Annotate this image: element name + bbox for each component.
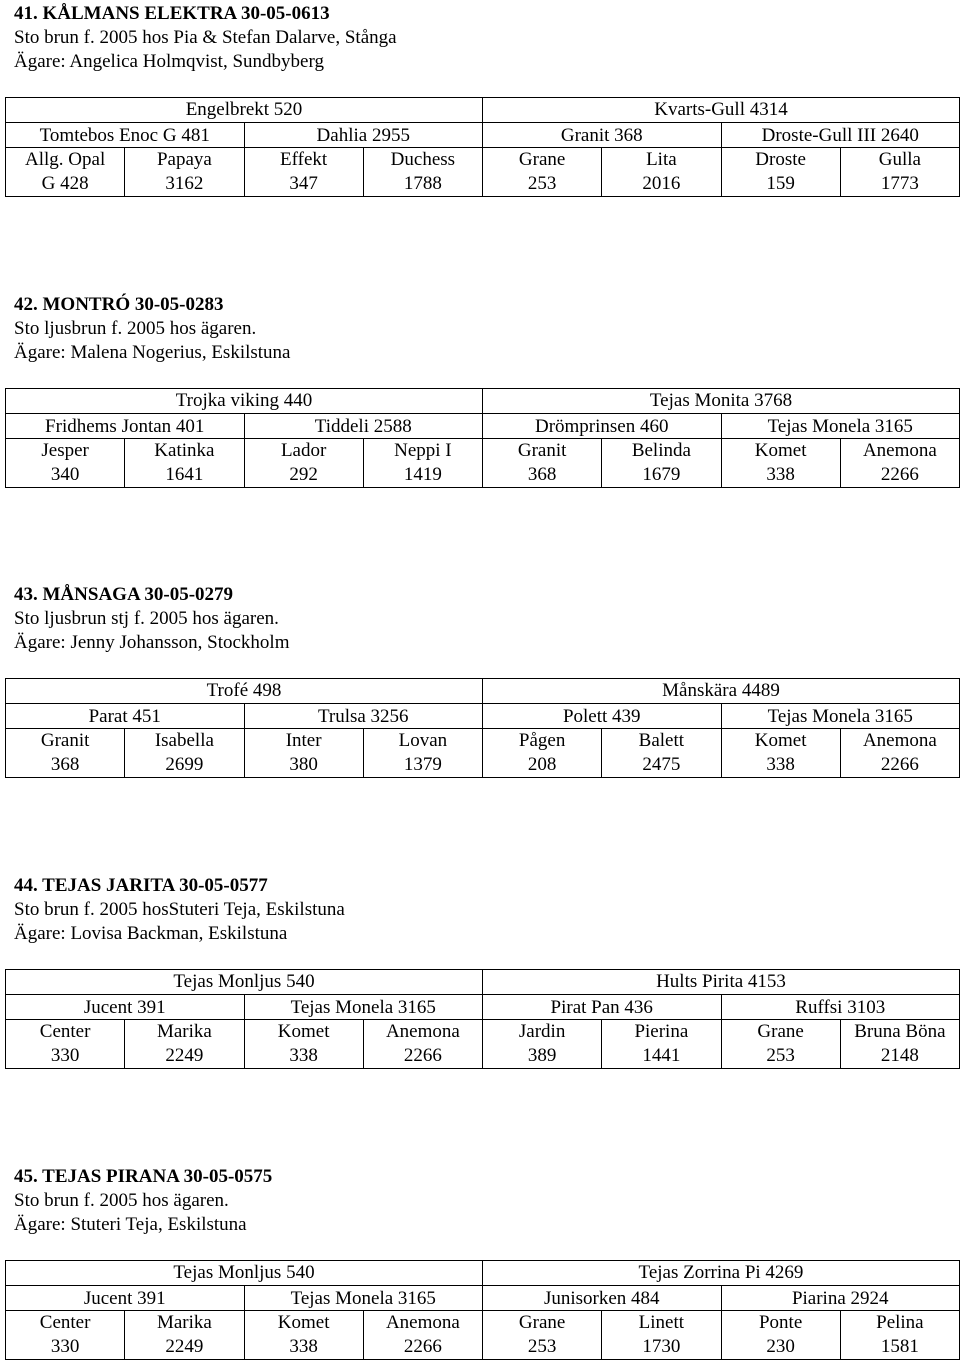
ancestor-number: 208 — [527, 754, 557, 775]
ancestor-number: 1679 — [642, 464, 681, 485]
great-grandparent-cell — [6, 729, 125, 778]
great-grandparent-cell — [721, 1020, 840, 1069]
sire-cell: Tejas Monljus 540 — [6, 1261, 483, 1286]
horse-header — [14, 874, 345, 946]
ancestor-name: Center — [39, 1021, 91, 1042]
ancestor-name: Allg. Opal — [25, 149, 106, 170]
grandparent-cell: Fridhems Jontan 401 — [6, 414, 245, 439]
ancestor-name: Komet — [277, 1312, 330, 1333]
grandparent-cell: Drömprinsen 460 — [483, 414, 722, 439]
ancestor-number: 2249 — [165, 1045, 204, 1066]
great-grandparent-cell — [721, 439, 840, 488]
great-grandparent-cell — [483, 729, 602, 778]
ancestor-name: Pierina — [634, 1021, 689, 1042]
dam-cell: Tejas Zorrina Pi 4269 — [483, 1261, 960, 1286]
horse-owner: Ägare: Jenny Johansson, Stockholm — [14, 632, 290, 653]
great-grandparent-cell — [483, 1020, 602, 1069]
grandparent-cell: Polett 439 — [483, 704, 722, 729]
ancestor-number: 1419 — [403, 464, 442, 485]
ancestor-name: Duchess — [390, 149, 456, 170]
grandparent-cell: Dahlia 2955 — [244, 123, 483, 148]
great-grandparent-cell — [125, 1020, 244, 1069]
grandparent-cell: Granit 368 — [483, 123, 722, 148]
ancestor-number: 380 — [289, 754, 318, 775]
great-grandparent-cell — [363, 439, 482, 488]
ancestor-number: 2249 — [165, 1336, 204, 1357]
great-grandparent-cell — [602, 148, 721, 197]
ancestor-name: Granit — [517, 440, 567, 461]
ancestor-number: 2699 — [165, 754, 204, 775]
ancestor-name: Pelina — [876, 1312, 924, 1333]
grandparent-cell: Droste-Gull III 2640 — [721, 123, 960, 148]
ancestor-name: Komet — [754, 730, 807, 751]
horse-title: 41. KÅLMANS ELEKTRA 30-05-0613 — [14, 3, 330, 24]
ancestor-number: 2016 — [642, 173, 681, 194]
ancestor-name: Gulla — [878, 149, 921, 170]
ancestor-number: 338 — [766, 464, 795, 485]
ancestor-name: Droste — [755, 149, 806, 170]
great-grandparent-cell — [125, 439, 244, 488]
ancestor-name: Grane — [518, 149, 566, 170]
great-grandparent-cell — [125, 729, 244, 778]
ancestor-number: 3162 — [165, 173, 204, 194]
horse-title: 43. MÅNSAGA 30-05-0279 — [14, 584, 234, 605]
grandparent-cell: Jucent 391 — [6, 1286, 245, 1311]
great-grandparent-cell — [244, 1020, 363, 1069]
great-grandparent-cell — [602, 729, 721, 778]
ancestor-name: Neppi I — [394, 440, 452, 461]
great-grandparent-cell — [483, 1311, 602, 1360]
ancestor-number: 338 — [766, 754, 795, 775]
ancestor-number: 292 — [289, 464, 318, 485]
dam-cell: Kvarts-Gull 4314 — [483, 98, 960, 123]
great-grandparent-cell — [363, 1311, 482, 1360]
ancestor-number: 2266 — [403, 1045, 442, 1066]
great-grandparent-cell — [483, 439, 602, 488]
ancestor-name: Jardin — [518, 1021, 566, 1042]
ancestor-name: Pågen — [518, 730, 566, 751]
ancestor-name: Lita — [646, 149, 677, 170]
sire-cell: Trofé 498 — [6, 679, 483, 704]
grandparent-cell: Pirat Pan 436 — [483, 995, 722, 1020]
horse-owner: Ägare: Malena Nogerius, Eskilstuna — [14, 342, 291, 363]
ancestor-number: 338 — [289, 1045, 318, 1066]
great-grandparent-cell — [363, 729, 482, 778]
grandparent-cell: Ruffsi 3103 — [721, 995, 960, 1020]
ancestor-number: 340 — [50, 464, 80, 485]
ancestor-number: 368 — [527, 464, 557, 485]
ancestor-number: 2266 — [880, 754, 919, 775]
ancestor-name: Ponte — [758, 1312, 803, 1333]
horse-info: Sto ljusbrun f. 2005 hos ägaren. — [14, 318, 257, 339]
ancestor-number: 253 — [527, 1336, 557, 1357]
horse-title: 45. TEJAS PIRANA 30-05-0575 — [14, 1166, 273, 1187]
dam-cell: Hults Pirita 4153 — [483, 970, 960, 995]
pedigree-table — [5, 969, 960, 1069]
grandparent-cell: Tejas Monela 3165 — [721, 414, 960, 439]
ancestor-name: Marika — [156, 1021, 212, 1042]
great-grandparent-cell — [6, 439, 125, 488]
horse-info: Sto brun f. 2005 hos Pia & Stefan Dalarve, Stånga — [14, 27, 397, 48]
great-grandparent-cell — [602, 1020, 721, 1069]
grandparent-cell: Parat 451 — [6, 704, 245, 729]
great-grandparent-cell — [6, 1311, 125, 1360]
horse-title: 44. TEJAS JARITA 30-05-0577 — [14, 875, 268, 896]
great-grandparent-cell — [244, 148, 363, 197]
ancestor-number: 368 — [50, 754, 80, 775]
ancestor-name: Anemona — [385, 1021, 460, 1042]
horse-title: 42. MONTRÓ 30-05-0283 — [14, 294, 224, 315]
grandparent-cell: Junisorken 484 — [483, 1286, 722, 1311]
horse-info: Sto ljusbrun stj f. 2005 hos ägaren. — [14, 608, 279, 629]
ancestor-number: G 428 — [41, 173, 89, 194]
great-grandparent-cell — [840, 1020, 959, 1069]
ancestor-name: Bruna Böna — [854, 1021, 946, 1042]
dam-cell: Tejas Monita 3768 — [483, 389, 960, 414]
ancestor-number: 1641 — [165, 464, 204, 485]
ancestor-number: 1379 — [403, 754, 442, 775]
grandparent-cell: Tejas Monela 3165 — [244, 995, 483, 1020]
sire-cell: Tejas Monljus 540 — [6, 970, 483, 995]
great-grandparent-cell — [6, 1020, 125, 1069]
great-grandparent-cell — [840, 729, 959, 778]
ancestor-name: Anemona — [385, 1312, 460, 1333]
great-grandparent-cell — [244, 729, 363, 778]
grandparent-cell: Jucent 391 — [6, 995, 245, 1020]
ancestor-number: 1773 — [880, 173, 919, 194]
ancestor-number: 159 — [766, 173, 795, 194]
great-grandparent-cell — [483, 148, 602, 197]
ancestor-name: Marika — [156, 1312, 212, 1333]
ancestor-number: 2266 — [403, 1336, 442, 1357]
ancestor-number: 253 — [766, 1045, 795, 1066]
great-grandparent-cell — [6, 148, 125, 197]
ancestor-number: 2475 — [642, 754, 681, 775]
ancestor-number: 389 — [527, 1045, 557, 1066]
ancestor-name: Lovan — [398, 730, 448, 751]
ancestor-name: Lador — [280, 440, 327, 461]
horse-header — [14, 293, 290, 365]
horse-header — [14, 2, 397, 74]
grandparent-cell: Tejas Monela 3165 — [244, 1286, 483, 1311]
dam-cell: Månskära 4489 — [483, 679, 960, 704]
horse-info: Sto brun f. 2005 hos ägaren. — [14, 1190, 229, 1211]
great-grandparent-cell — [244, 1311, 363, 1360]
ancestor-name: Inter — [285, 730, 322, 751]
great-grandparent-cell — [721, 1311, 840, 1360]
pedigree-table — [5, 1260, 960, 1360]
ancestor-number: 253 — [527, 173, 557, 194]
ancestor-name: Grane — [757, 1021, 804, 1042]
ancestor-name: Linett — [638, 1312, 685, 1333]
great-grandparent-cell — [602, 1311, 721, 1360]
great-grandparent-cell — [840, 439, 959, 488]
ancestor-name: Balett — [638, 730, 685, 751]
great-grandparent-cell — [244, 439, 363, 488]
horse-owner: Ägare: Stuteri Teja, Eskilstuna — [14, 1214, 247, 1235]
ancestor-number: 338 — [289, 1336, 318, 1357]
ancestor-number: 2266 — [880, 464, 919, 485]
ancestor-number: 1788 — [403, 173, 442, 194]
ancestor-number: 2148 — [880, 1045, 919, 1066]
pedigree-table — [5, 388, 960, 488]
horse-owner: Ägare: Angelica Holmqvist, Sundbyberg — [14, 51, 324, 72]
ancestor-number: 330 — [50, 1045, 80, 1066]
ancestor-name: Isabella — [154, 730, 214, 751]
ancestor-name: Center — [39, 1312, 91, 1333]
pedigree-table — [5, 97, 960, 197]
ancestor-name: Granit — [40, 730, 90, 751]
ancestor-name: Grane — [518, 1312, 566, 1333]
ancestor-name: Papaya — [156, 149, 212, 170]
grandparent-cell: Tejas Monela 3165 — [721, 704, 960, 729]
horse-info: Sto brun f. 2005 hosStuteri Teja, Eskilstuna — [14, 899, 345, 920]
horse-header — [14, 583, 289, 655]
ancestor-number: 1730 — [642, 1336, 681, 1357]
ancestor-name: Komet — [277, 1021, 330, 1042]
grandparent-cell: Tiddeli 2588 — [244, 414, 483, 439]
ancestor-number: 230 — [766, 1336, 795, 1357]
grandparent-cell: Piarina 2924 — [721, 1286, 960, 1311]
ancestor-number: 330 — [50, 1336, 80, 1357]
grandparent-cell: Trulsa 3256 — [244, 704, 483, 729]
ancestor-name: Effekt — [280, 149, 328, 170]
sire-cell: Engelbrekt 520 — [6, 98, 483, 123]
ancestor-number: 1441 — [642, 1045, 681, 1066]
ancestor-name: Anemona — [862, 730, 937, 751]
ancestor-number: 347 — [289, 173, 318, 194]
great-grandparent-cell — [363, 148, 482, 197]
grandparent-cell: Tomtebos Enoc G 481 — [6, 123, 245, 148]
great-grandparent-cell — [363, 1020, 482, 1069]
ancestor-name: Jesper — [41, 440, 89, 461]
great-grandparent-cell — [125, 1311, 244, 1360]
pedigree-table — [5, 678, 960, 778]
great-grandparent-cell — [602, 439, 721, 488]
ancestor-number: 1581 — [880, 1336, 919, 1357]
ancestor-name: Katinka — [154, 440, 215, 461]
ancestor-name: Komet — [754, 440, 807, 461]
ancestor-name: Belinda — [631, 440, 691, 461]
great-grandparent-cell — [721, 148, 840, 197]
ancestor-name: Anemona — [862, 440, 937, 461]
horse-owner: Ägare: Lovisa Backman, Eskilstuna — [14, 923, 288, 944]
sire-cell: Trojka viking 440 — [6, 389, 483, 414]
great-grandparent-cell — [840, 148, 959, 197]
great-grandparent-cell — [125, 148, 244, 197]
great-grandparent-cell — [840, 1311, 959, 1360]
great-grandparent-cell — [721, 729, 840, 778]
horse-header — [14, 1165, 272, 1237]
